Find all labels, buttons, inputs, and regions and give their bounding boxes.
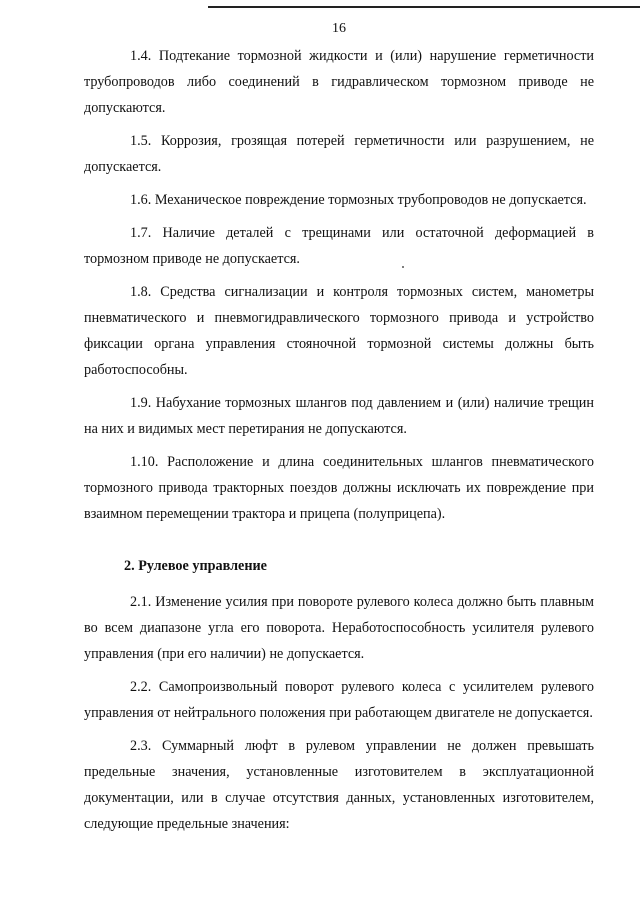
- section-heading-steering: 2. Рулевое управление: [124, 558, 267, 574]
- paragraph-1-6: 1.6. Механическое повреждение тормозных трубопроводов не допускается.: [130, 192, 587, 208]
- paragraph-2-1: 2.1. Изменение усилия при повороте рулевого колеса должно быть плавным во всем диапазоне угла его поворота. Неработоспособность усилителя рулевого управления (при его наличии) не допускается.: [84, 594, 594, 662]
- paragraph-1-5: 1.5. Коррозия, грозящая потерей герметичности или разрушением, не допускается.: [84, 133, 594, 175]
- paragraph-1-4: 1.4. Подтекание тормозной жидкости и (или) нарушение герметичности трубопроводов либо соединений в гидравлическом тормозном приводе не допускаются.: [84, 48, 594, 116]
- paragraph-1-9: 1.9. Набухание тормозных шлангов под давлением и (или) наличие трещин на них и видимых мест перетирания не допускаются.: [84, 395, 594, 437]
- page-number: 16: [332, 21, 346, 36]
- paragraph-1-10: 1.10. Расположение и длина соединительных шлангов пневматического тормозного привода тракторных поездов должны исключать их повреждение при взаимном перемещении трактора и прицепа (полуприцепа).: [84, 454, 594, 522]
- paragraph-2-3: 2.3. Суммарный люфт в рулевом управлении не должен превышать предельные значения, установленные изготовителем в эксплуатационной документации, или в случае отсутствия данных, установленных изготовителем, следующие предельные значения:: [84, 738, 594, 832]
- document-page: [84, 18, 594, 844]
- paragraph-1-7: 1.7. Наличие деталей с трещинами или остаточной деформацией в тормозном приводе не допускается.: [84, 225, 594, 267]
- paragraph-1-8: 1.8. Средства сигнализации и контроля тормозных систем, манометры пневматического и пневмогидравлического тормозного привода и устройство фиксации органа управления стояночной тормозной системы должны быть работоспособны.: [84, 284, 594, 378]
- top-border-line: [208, 6, 640, 8]
- paragraph-2-2: 2.2. Самопроизвольный поворот рулевого колеса с усилителем рулевого управления от нейтрального положения при работающем двигателе не допускается.: [84, 679, 594, 721]
